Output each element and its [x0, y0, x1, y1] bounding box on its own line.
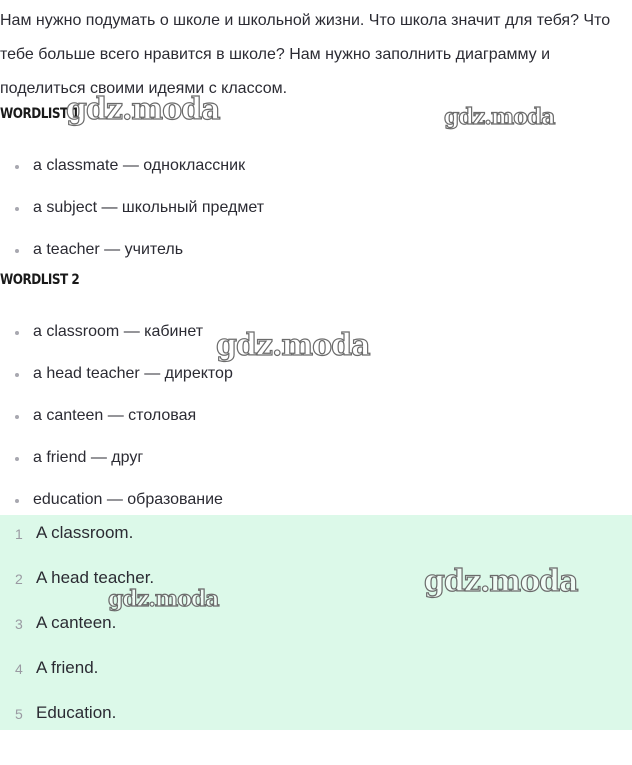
answer-item	[0, 568, 632, 613]
answer-number: 1	[15, 526, 23, 542]
answer-number: 4	[15, 661, 23, 677]
watermark-logo: gdz.moda	[444, 104, 555, 130]
answer-block	[0, 515, 632, 730]
list-item	[0, 406, 233, 448]
list-item-text: a friend — друг	[33, 449, 144, 466]
answer-text: A friend.	[36, 658, 99, 677]
bullet-icon	[15, 499, 19, 503]
list-item	[0, 198, 264, 240]
list-item-text: a canteen — столовая	[33, 407, 197, 424]
answer-item	[0, 613, 632, 658]
answer-item	[0, 703, 632, 748]
list-item-text: a classmate — одноклассник	[33, 157, 246, 174]
watermark-logo: gdz.moda	[108, 586, 219, 612]
answer-text: A head teacher.	[36, 568, 155, 587]
bullet-icon	[15, 331, 19, 335]
answer-number: 3	[15, 616, 23, 632]
answer-number: 5	[15, 706, 23, 722]
answer-text: A canteen.	[36, 613, 117, 632]
answer-number: 2	[15, 571, 23, 587]
watermark-logo: gdz.moda	[424, 564, 578, 599]
list-item-text: a head teacher — директор	[33, 365, 233, 382]
list-item-text: a teacher — учитель	[33, 241, 184, 258]
list-item-text: a classroom — кабинет	[33, 323, 204, 340]
answer-text: Education.	[36, 703, 117, 722]
bullet-icon	[15, 415, 19, 419]
watermark-logo: gdz.moda	[216, 328, 370, 363]
list-item	[0, 322, 233, 364]
intro-paragraph: Нам нужно подумать о школе и школьной жизни. Что школа значит для тебя? Что тебе больше всего нравится в школе? Нам нужно заполнить диаграмму и поделиться своими идеями с классом.	[0, 12, 611, 97]
answer-item	[0, 658, 632, 703]
list-item	[0, 448, 233, 490]
list-item	[0, 156, 264, 198]
bullet-icon	[15, 165, 19, 169]
list-item-text: a subject — школьный предмет	[33, 199, 265, 216]
bullet-icon	[15, 373, 19, 377]
answer-text: A classroom.	[36, 523, 134, 542]
bullet-icon	[15, 249, 19, 253]
wordlist-1-heading: WORDLIST 1	[0, 106, 80, 122]
wordlist-2-heading: WORDLIST 2	[0, 272, 80, 288]
watermark-logo: gdz.moda	[66, 92, 220, 127]
answer-list	[0, 515, 632, 748]
wordlist-2	[0, 322, 233, 532]
list-item-text: education — образование	[33, 491, 223, 508]
bullet-icon	[15, 207, 19, 211]
list-item	[0, 364, 233, 406]
bullet-icon	[15, 457, 19, 461]
wordlist-1	[0, 156, 264, 282]
answer-item	[0, 523, 632, 568]
